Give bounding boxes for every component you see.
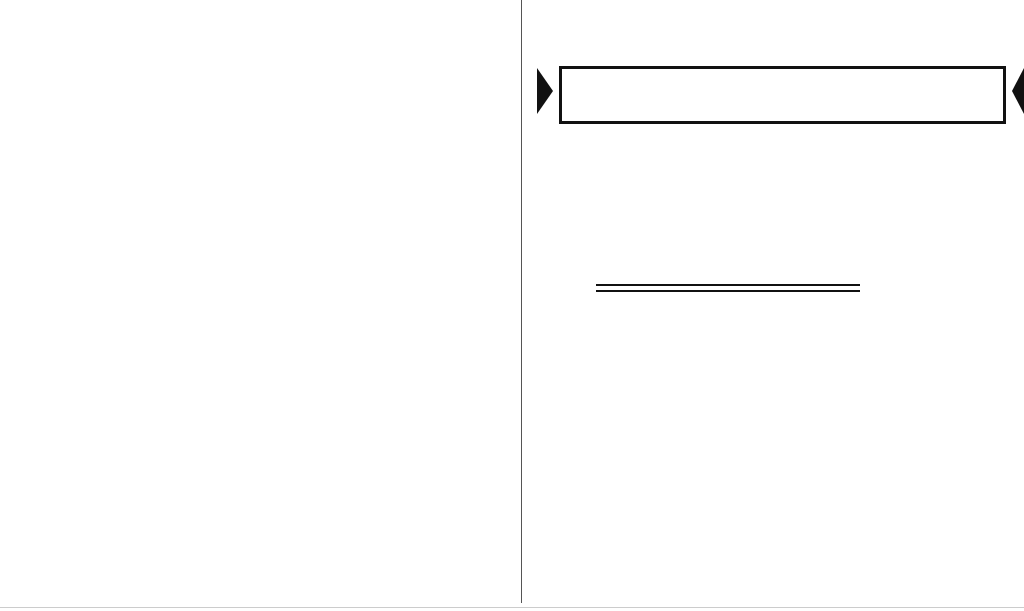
optional-equipment-heading [18, 12, 455, 32]
arrow-right-pointing-icon [537, 68, 553, 114]
warranty-logo-headline [596, 226, 862, 281]
interior-features-heading [18, 0, 455, 10]
total-price-box [559, 66, 1006, 124]
left-column [18, 0, 488, 32]
powertrain-warranty-logo [596, 226, 862, 292]
logo-bottom-rule [596, 290, 860, 292]
logo-divider-rule [596, 284, 860, 286]
arrow-left-pointing-icon [1012, 68, 1024, 114]
page-bottom-rule [0, 607, 1024, 608]
column-divider [521, 0, 522, 603]
